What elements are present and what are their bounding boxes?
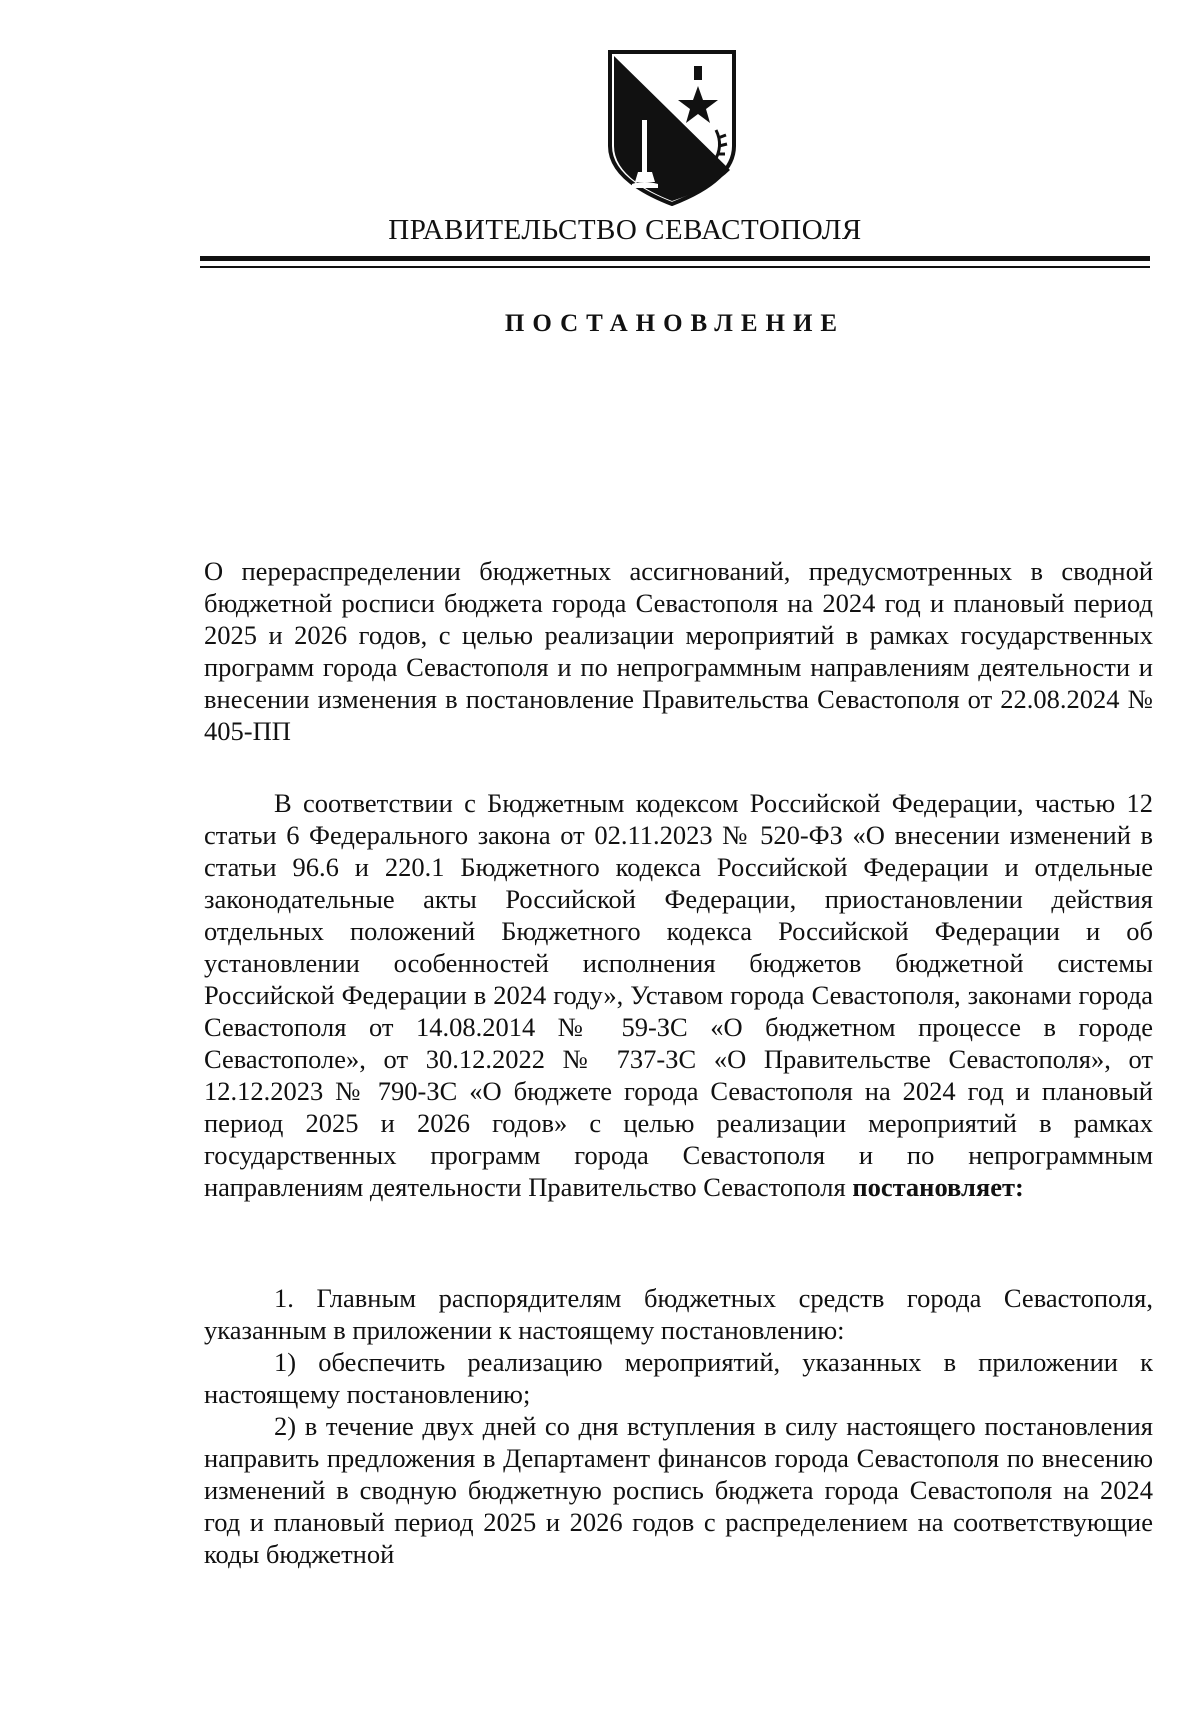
item-1-text: 1. Главным распорядителям бюджетных средств города Севастополя, указанным в приложении к настоящему постановлению:	[204, 1283, 1153, 1345]
item-1	[204, 1282, 1153, 1570]
sevastopol-coat-of-arms-emblem	[602, 50, 742, 206]
header-divider-thin	[200, 266, 1150, 268]
item-1-subitem-1: 1) обеспечить реализацию мероприятий, указанных в приложении к настоящему постановлению;	[204, 1347, 1153, 1409]
government-name-heading: ПРАВИТЕЛЬСТВО СЕВАСТОПОЛЯ	[388, 214, 862, 246]
document-title: О перераспределении бюджетных ассигнований, предусмотренных в сводной бюджетной росписи бюджета города Севастополя на 2024 год и плановый период 2025 и 2026 годов, с целью реализации мероприятий в рамках государственных программ города Севастополя и по непрограммным направлениям деятельности и внесении изменения в постановление Правительства Севастополя от 22.08.2024 № 405-ПП	[204, 556, 1153, 746]
decision-word: постановляет:	[852, 1172, 1024, 1202]
header-divider-thick	[200, 256, 1150, 261]
item-1-subitem-2: 2) в течение двух дней со дня вступления в силу настоящего постановления направить предложения в Департамент финансов города Севастополя по внесению изменений в сводную бюджетную роспись бюджета города Севастополя на 2024 год и плановый период 2025 и 2026 годов с распределением на соответствующие коды бюджетной	[204, 1411, 1153, 1569]
preamble-text: В соответствии с Бюджетным кодексом Российской Федерации, частью 12 статьи 6 Федерального закона от 02.11.2023 № 520-ФЗ «О внесении изменений в статьи 96.6 и 220.1 Бюджетного кодекса Российской Федерации и отдельные законодательные акты Российской Федерации, приостановлении действия отдельных положений Бюджетного кодекса Российской Федерации и об установлении особенностей исполнения бюджетов бюджетной системы Российской Федерации в 2024 году», Уставом города Севастополя, законами города Севастополя от 14.08.2014 № 59-ЗС «О бюджетном процессе в городе Севастополе», от 30.12.2022 № 737-ЗС «О Правительстве Севастополя», от 12.12.2023 № 790-ЗС «О бюджете города Севастополя на 2024 год и плановый период 2025 и 2026 годов» с целью реализации мероприятий в рамках государственных программ города Севастополя и по непрограммным направлениям деятельности Правительство Севастополя	[204, 788, 1153, 1202]
document-type-heading: ПОСТАНОВЛЕНИЕ	[504, 310, 846, 337]
preamble-paragraph	[204, 787, 1153, 1203]
